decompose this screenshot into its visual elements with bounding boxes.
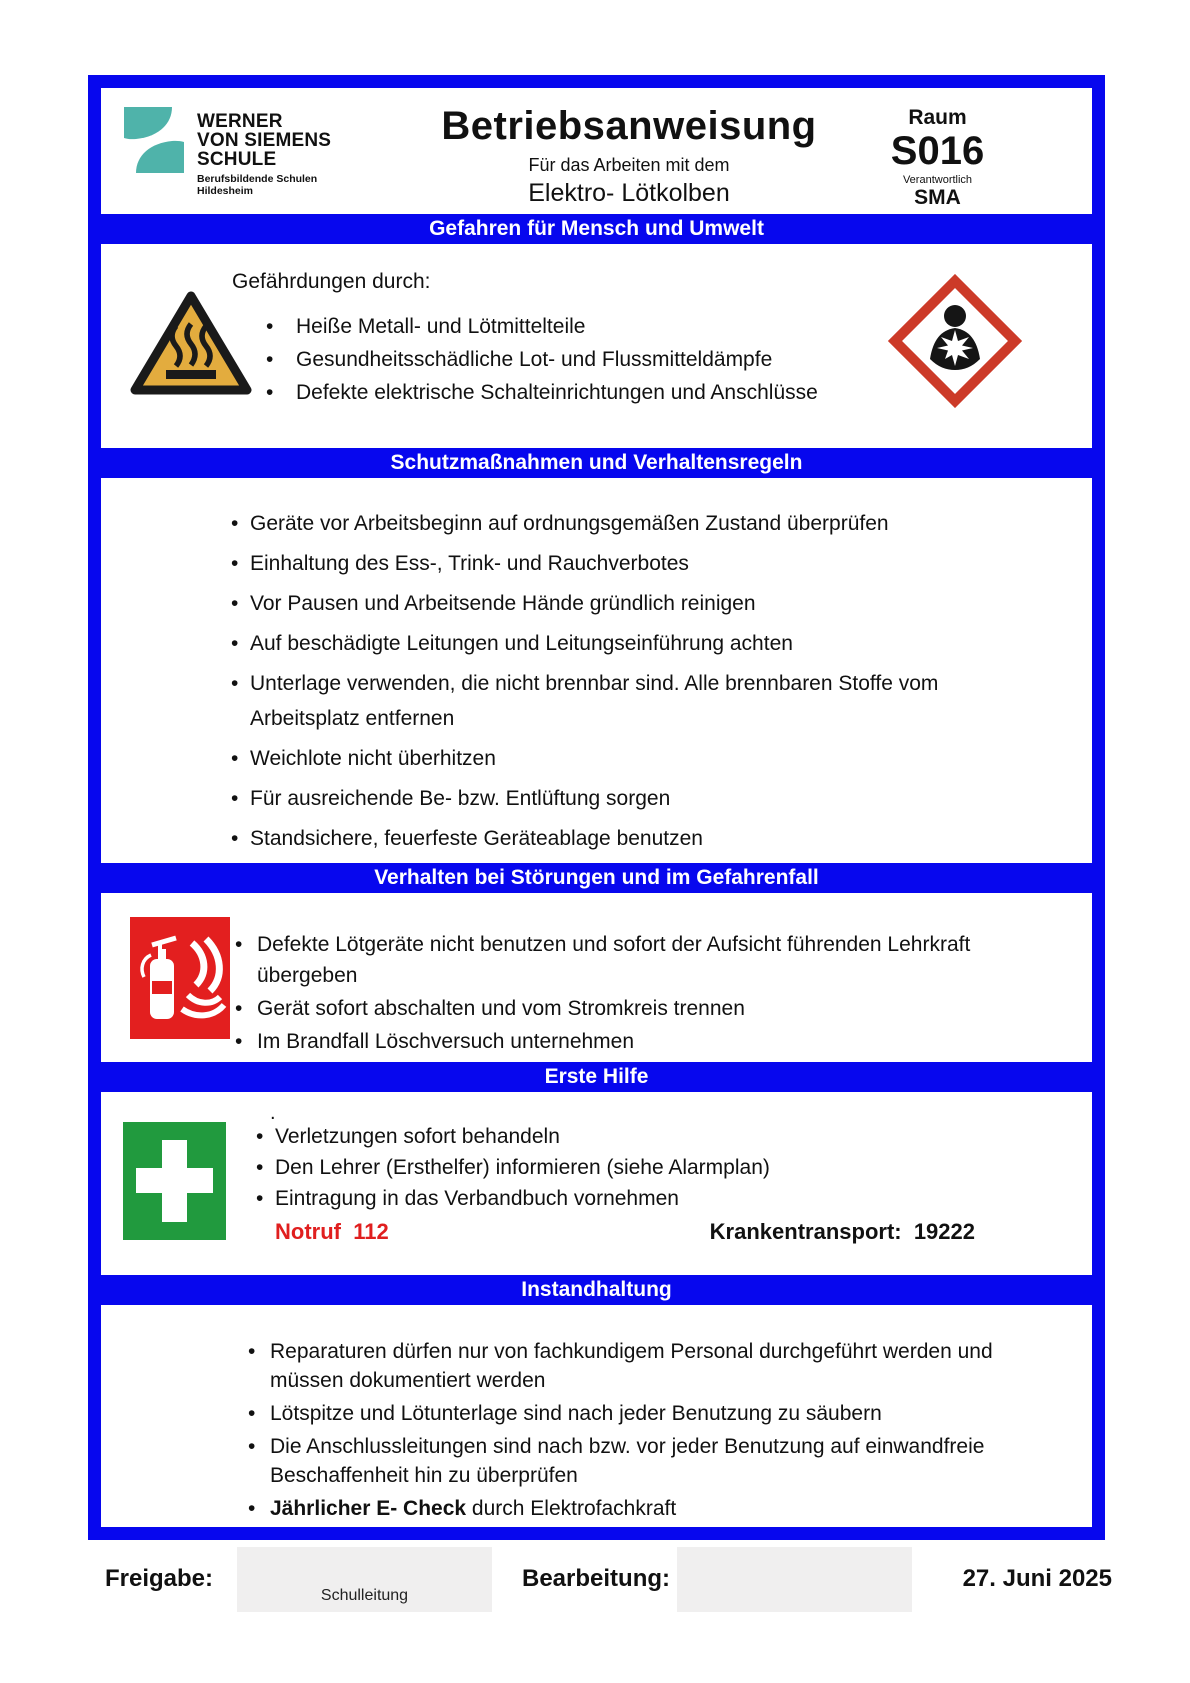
school-subtitle [197,174,331,197]
list-item: • Gerät sofort abschalten und vom Stromkreis trennen [235,993,1064,1024]
school-subtitle-line: Hildesheim [197,184,254,197]
section-maintenance [101,1305,1092,1527]
school-subtitle-line: Berufsbildende Schulen [197,173,318,185]
edit-signature-field [677,1547,912,1612]
list-item: • Auf beschädigte Leitungen und Leitungseinführung achten [231,626,974,661]
list-item: • Vor Pausen und Arbeitsende Hände gründlich reinigen [231,586,974,621]
room-number: S016 [890,129,985,173]
list-item: • Reparaturen dürfen nur von fachkundigem Personal durchgeführt werden und müssen dokumentiert werden [248,1337,1037,1395]
first-aid-text [256,1092,1092,1245]
page-subtitle: Für das Arbeiten mit dem [528,155,730,175]
hot-surface-warning-icon [128,288,254,398]
list-item: • Weichlote nicht überhitzen [231,741,974,776]
list-item: • Eintragung in das Verbandbuch vornehmen [256,1184,1092,1214]
release-signature-caption: Schulleitung [320,1587,409,1604]
banner-emergency: Verhalten bei Störungen und im Gefahrenfall [101,863,1092,893]
school-name-line: WERNER [197,111,283,132]
emergency-call-number: Notruf 112 [275,1219,389,1244]
first-aid-list [256,1122,1092,1214]
room-block [845,98,1030,210]
fire-extinguisher-icon [130,917,230,1039]
school-name-line: SCHULE [197,149,277,170]
list-item: • Unterlage verwenden, die nicht brennbar sind. Alle brennbaren Stoffe vom Arbeitsplatz entfernen [231,666,974,736]
header [101,88,1092,214]
hazards-text [232,244,842,409]
list-item: • Jährlicher E- Check durch Elektrofachkraft [248,1494,1037,1523]
hazards-list [232,310,842,409]
first-aid-cross-icon [123,1122,226,1240]
list-item: • Den Lehrer (Ersthelfer) informieren (siehe Alarmplan) [256,1153,1092,1183]
document-date: 27. Juni 2025 [962,1565,1112,1592]
school-name-block [197,98,331,197]
list-item: • Die Anschlussleitungen sind nach bzw. vor jeder Benutzung auf einwandfreie Beschaffenheit hin zu überprüfen [248,1432,1037,1490]
section-first-aid [101,1092,1092,1275]
section-protection [101,478,1092,863]
title-block [413,98,845,208]
list-item: • Im Brandfall Löschversuch unternehmen [235,1026,1064,1057]
responsible-value: SMA [914,186,961,209]
list-item: • Gesundheitsschädliche Lot- und Flussmitteldämpfe [266,343,842,376]
ambulance-number: Krankentransport: 19222 [709,1219,975,1244]
list-item: • Defekte Lötgeräte nicht benutzen und sofort der Aufsicht führenden Lehrkraft übergeben [235,929,1064,991]
page-title: Betriebsanweisung [441,104,817,148]
release-label: Freigabe: [105,1565,214,1592]
banner-first-aid: Erste Hilfe [101,1062,1092,1092]
emergency-list [235,893,1064,1057]
responsible-label: Verantwortlich [902,174,973,186]
banner-maintenance: Instandhaltung [101,1275,1092,1305]
school-logo-icon [121,104,187,176]
list-item: • Standsichere, feuerfeste Geräteablage benutzen [231,821,974,856]
hazards-intro: Gefährdungen durch: [232,270,431,293]
list-item: • Für ausreichende Be- bzw. Entlüftung sorgen [231,781,974,816]
maintenance-list [248,1337,1037,1523]
section-emergency [101,893,1092,1062]
school-logo [113,98,413,197]
list-item: • Heiße Metall- und Lötmittelteile [266,310,842,343]
health-hazard-ghs08-icon [888,274,1022,408]
release-signature-field [237,1547,492,1612]
protection-list [231,506,974,856]
banner-protection: Schutzmaßnahmen und Verhaltensregeln [101,448,1092,478]
school-name [197,112,331,169]
emergency-numbers-row [256,1219,975,1245]
room-label: Raum [908,106,967,129]
banner-hazards: Gefahren für Mensch und Umwelt [101,214,1092,244]
list-item: • Verletzungen sofort behandeln [256,1122,1092,1152]
school-name-line: VON SIEMENS [197,130,332,151]
edit-label: Bearbeitung: [522,1565,671,1592]
section-hazards [101,244,1092,448]
equipment-name: Elektro- Lötkolben [528,179,730,207]
list-item: • Lötspitze und Lötunterlage sind nach jeder Benutzung zu säubern [248,1399,1037,1428]
stray-dot: . [270,1102,276,1124]
list-item: • Geräte vor Arbeitsbeginn auf ordnungsgemäßen Zustand überprüfen [231,506,974,541]
list-item: • Defekte elektrische Schalteinrichtungen und Anschlüsse [266,376,842,409]
instruction-sheet-frame [88,75,1105,1540]
list-item: • Einhaltung des Ess-, Trink- und Rauchverbotes [231,546,974,581]
